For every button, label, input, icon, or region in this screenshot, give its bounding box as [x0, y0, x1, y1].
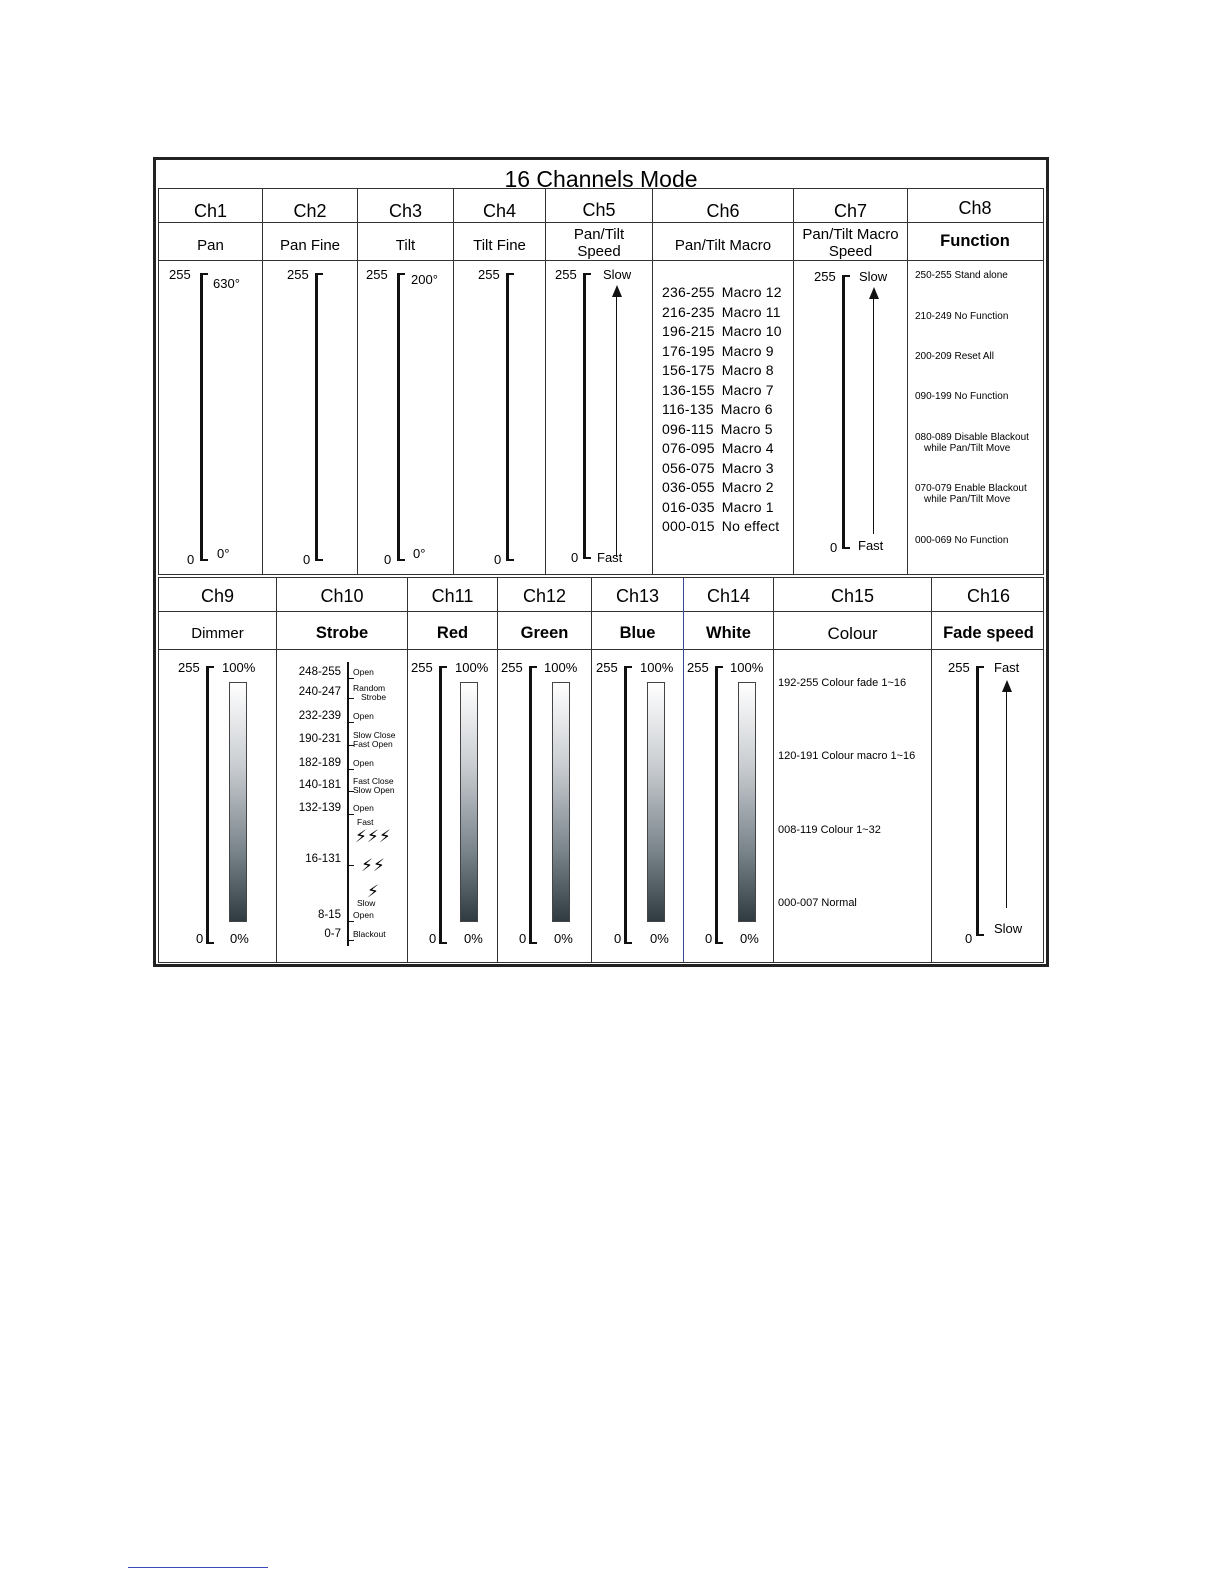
ch9-bottom-percent: 0%	[230, 931, 249, 946]
macro-range: 196-215	[662, 323, 715, 339]
ch16-label: Ch16	[966, 586, 1011, 606]
ch3-min: 0	[384, 552, 392, 567]
ch11-bottom-percent: 0%	[464, 931, 483, 946]
macro-label: Macro 9	[721, 342, 774, 359]
strobe-tick	[348, 769, 354, 770]
ch5-fast: Fast	[597, 550, 623, 565]
macro-range: 216-235	[662, 303, 715, 320]
ch1-top-degree: 630°	[213, 276, 240, 291]
function-item: 090-199 No Function	[915, 391, 1009, 402]
ch12-bottom-percent: 0%	[554, 931, 573, 946]
ch12-top-percent: 100%	[544, 660, 578, 675]
ch14-function: White	[706, 624, 751, 642]
chart-title: 16 Channels Mode	[504, 166, 698, 192]
macro-label: Macro 6	[720, 401, 773, 417]
ch4-column	[453, 189, 545, 574]
macro-label: Macro 4	[721, 440, 774, 456]
macro-label: Macro 10	[721, 323, 782, 339]
macro-row	[662, 479, 774, 495]
macro-range: 056-075	[662, 459, 715, 476]
macro-label: Macro 5	[720, 420, 773, 437]
ch8-column	[907, 189, 1042, 574]
ch5-min: 0	[571, 550, 579, 565]
ch11-level-bar	[460, 682, 478, 922]
macro-row	[662, 440, 774, 456]
strobe-range: 132-139	[298, 802, 341, 814]
ch12-scale	[529, 666, 537, 944]
colour-item: 192-255 Colour fade 1~16	[778, 677, 907, 689]
ch5-scale	[583, 273, 591, 559]
ch1-function: Pan	[197, 237, 224, 254]
ch11-scale	[439, 666, 447, 944]
ch11-function: Red	[436, 624, 469, 642]
ch13-top-percent: 100%	[640, 660, 674, 675]
ch13-max: 255	[596, 660, 618, 675]
ch7-column	[793, 189, 907, 574]
ch2-scale	[315, 273, 323, 561]
macro-label: Macro 8	[721, 362, 774, 378]
ch13-level-bar	[647, 682, 665, 922]
ch9-top-percent: 100%	[222, 660, 256, 675]
ch13-column	[591, 578, 683, 962]
macro-row	[662, 343, 774, 359]
top-section	[158, 188, 1044, 575]
ch16-max: 255	[948, 660, 970, 675]
ch5-column	[545, 189, 652, 574]
strobe-range: 240-247	[298, 686, 341, 698]
macro-row	[662, 460, 774, 476]
strobe-tick	[348, 865, 354, 866]
strobe-range: 232-239	[298, 710, 341, 722]
strobe-description: Slow Close	[353, 730, 396, 740]
macro-range: 156-175	[662, 362, 715, 378]
strobe-description: Open	[353, 667, 374, 677]
colour-item: 120-191 Colour macro 1~16	[778, 750, 916, 762]
macro-row	[662, 362, 774, 378]
macro-range: 036-055	[662, 479, 715, 495]
strobe-description: Fast Close	[353, 776, 394, 786]
ch11-min: 0	[429, 931, 437, 946]
function-item: 210-249 No Function	[915, 311, 1009, 322]
ch12-level-bar	[552, 682, 570, 922]
ch3-bottom-degree: 0°	[413, 546, 426, 561]
strobe-tick	[348, 921, 354, 922]
ch14-min: 0	[705, 931, 713, 946]
macro-label: Macro 12	[721, 284, 782, 300]
ch16-arrow-line	[1006, 690, 1007, 908]
ch7-function-line1: Pan/Tilt Macro	[802, 226, 899, 243]
ch12-min: 0	[519, 931, 527, 946]
ch3-function: Tilt	[395, 237, 416, 254]
strobe-description: Open	[353, 910, 374, 920]
ch11-top-percent: 100%	[455, 660, 489, 675]
ch5-arrow-line	[616, 295, 617, 557]
channel-chart-frame	[153, 157, 1049, 967]
ch13-scale	[624, 666, 632, 944]
macro-row	[662, 518, 779, 534]
ch15-function: Colour	[827, 624, 878, 643]
ch14-label: Ch14	[706, 586, 751, 606]
function-item: 070-079 Enable Blackout	[915, 483, 1027, 494]
function-item-detail: while Pan/Tilt Move	[924, 494, 1011, 505]
ch7-min: 0	[830, 540, 838, 555]
ch5-slow: Slow	[603, 267, 632, 282]
macro-range: 096-115	[662, 420, 714, 437]
strobe-range: 8-15	[317, 909, 341, 921]
macro-range: 076-095	[662, 440, 715, 456]
ch13-function: Blue	[619, 624, 656, 642]
strobe-description: Random	[353, 683, 386, 693]
ch13-label: Ch13	[615, 586, 660, 606]
strobe-tick	[348, 678, 354, 679]
ch7-arrow-line	[873, 297, 874, 534]
ch10-fast-label: Fast	[357, 817, 374, 827]
ch12-column	[497, 578, 591, 962]
strobe-description-line2: Strobe	[361, 692, 387, 702]
ch3-max: 255	[366, 267, 388, 282]
strobe-description: Open	[353, 803, 374, 813]
ch16-arrow-head	[1002, 680, 1012, 692]
ch5-label: Ch5	[582, 200, 616, 220]
strobe-description-line2: Fast Open	[353, 739, 393, 749]
ch10-label: Ch10	[320, 586, 364, 606]
ch16-function: Fade speed	[943, 624, 1034, 642]
ch3-label: Ch3	[388, 201, 423, 221]
macro-label: Macro 7	[721, 381, 774, 398]
ch13-bottom-percent: 0%	[650, 931, 669, 946]
ch5-max: 255	[555, 267, 577, 282]
colour-item: 008-119 Colour 1~32	[778, 824, 881, 836]
ch15-label: Ch15	[830, 586, 875, 606]
ch1-max: 255	[169, 267, 191, 282]
strobe-tick	[348, 722, 354, 723]
ch14-column	[683, 578, 773, 962]
ch16-column	[931, 578, 1045, 962]
ch12-label: Ch12	[522, 586, 567, 606]
ch11-column	[407, 578, 497, 962]
macro-range: 116-135	[662, 401, 714, 417]
colour-item: 000-007 Normal	[778, 897, 857, 909]
ch2-min: 0	[303, 552, 311, 567]
ch10-column	[276, 578, 407, 962]
ch12-max: 255	[501, 660, 523, 675]
ch10-scale-line	[347, 662, 349, 946]
strobe-description: Open	[353, 711, 374, 721]
ch14-bottom-percent: 0%	[740, 931, 759, 946]
macro-row	[662, 421, 773, 437]
ch2-max: 255	[287, 267, 309, 282]
ch4-scale	[506, 273, 514, 561]
ch7-function-line2: Speed	[828, 243, 873, 260]
ch9-level-bar	[229, 682, 247, 922]
ch4-max: 255	[478, 267, 500, 282]
ch16-fast: Fast	[994, 660, 1020, 675]
ch9-max: 255	[178, 660, 200, 675]
ch2-function: Pan Fine	[279, 237, 341, 254]
ch7-slow: Slow	[859, 269, 888, 284]
ch4-function: Tilt Fine	[473, 237, 526, 254]
strobe-tick	[348, 698, 354, 699]
ch11-max: 255	[411, 660, 433, 675]
macro-range: 236-255	[662, 284, 715, 300]
ch14-max: 255	[687, 660, 709, 675]
macro-range: 000-015	[662, 518, 715, 534]
macro-range: 176-195	[662, 342, 715, 359]
ch1-bottom-degree: 0°	[217, 546, 230, 561]
macro-label: Macro 1	[721, 498, 774, 515]
macro-label: Macro 2	[721, 479, 774, 495]
ch14-level-bar	[738, 682, 756, 922]
macro-row	[662, 499, 774, 515]
ch5-function-line2: Speed	[577, 243, 621, 260]
strobe-fast-icon: ⚡⚡⚡	[355, 827, 391, 846]
ch1-scale	[200, 273, 208, 561]
ch9-scale	[206, 666, 214, 944]
ch12-function: Green	[520, 624, 569, 642]
strobe-slow-icon: ⚡	[367, 882, 379, 901]
ch6-label: Ch6	[706, 201, 740, 221]
ch14-top-percent: 100%	[730, 660, 764, 675]
ch3-column	[357, 189, 453, 574]
function-item: 200-209 Reset All	[915, 351, 994, 362]
macro-range: 016-035	[662, 498, 715, 515]
ch10-slow-label: Slow	[357, 898, 376, 908]
macro-label: Macro 11	[721, 303, 781, 320]
ch7-label: Ch7	[833, 201, 868, 221]
strobe-tick	[348, 814, 354, 815]
macro-row	[662, 382, 774, 398]
ch1-min: 0	[187, 552, 195, 567]
ch5-arrow-head	[612, 285, 622, 297]
strobe-description: Blackout	[353, 929, 386, 939]
function-item: 250-255 Stand alone	[915, 270, 1008, 281]
ch5-function-line1: Pan/Tilt	[573, 226, 625, 243]
ch3-top-degree: 200°	[411, 272, 438, 287]
ch4-label: Ch4	[482, 201, 517, 221]
strobe-medium-icon: ⚡⚡	[361, 856, 385, 875]
macro-row	[662, 284, 782, 300]
footer-rule	[128, 1567, 268, 1568]
macro-row	[662, 323, 782, 339]
function-item-detail: while Pan/Tilt Move	[924, 443, 1011, 454]
ch1-label: Ch1	[193, 201, 228, 221]
macro-row	[662, 304, 781, 320]
ch13-min: 0	[614, 931, 622, 946]
strobe-description-line2: Slow Open	[353, 785, 395, 795]
ch14-scale	[715, 666, 723, 944]
macro-row	[662, 401, 773, 417]
ch8-function: Function	[940, 232, 1010, 250]
ch4-min: 0	[494, 552, 502, 567]
strobe-range: 190-231	[298, 733, 341, 745]
ch6-column	[652, 189, 793, 574]
strobe-description: Open	[353, 758, 374, 768]
ch16-min: 0	[965, 931, 973, 946]
ch9-column	[159, 578, 276, 962]
ch6-function: Pan/Tilt Macro	[674, 237, 772, 254]
ch9-function: Dimmer	[191, 625, 244, 642]
ch2-column	[262, 189, 357, 574]
strobe-range: 182-189	[298, 757, 341, 769]
ch16-slow: Slow	[994, 921, 1023, 936]
ch9-min: 0	[196, 931, 204, 946]
ch7-max: 255	[814, 269, 836, 284]
macro-label: No effect	[721, 518, 780, 534]
strobe-range: 16-131	[305, 853, 341, 865]
function-item: 080-089 Disable Blackout	[915, 432, 1029, 443]
strobe-range: 140-181	[298, 779, 341, 791]
ch16-scale	[976, 666, 984, 936]
ch2-label: Ch2	[293, 201, 327, 221]
ch7-scale	[842, 275, 850, 549]
ch15-column	[773, 578, 931, 962]
ch7-fast: Fast	[858, 538, 884, 553]
ch9-label: Ch9	[200, 586, 235, 606]
ch3-scale	[397, 273, 405, 561]
ch8-label: Ch8	[958, 198, 992, 218]
bottom-section	[158, 577, 1044, 963]
strobe-tick	[348, 940, 354, 941]
macro-range: 136-155	[662, 381, 715, 398]
ch11-label: Ch11	[431, 586, 474, 606]
function-item: 000-069 No Function	[915, 535, 1009, 546]
strobe-range: 248-255	[298, 666, 341, 678]
macro-label: Macro 3	[721, 459, 774, 476]
ch1-column	[159, 189, 262, 574]
ch7-arrow-head	[869, 287, 879, 299]
strobe-range: 0-7	[324, 928, 341, 940]
ch10-function: Strobe	[315, 624, 369, 642]
